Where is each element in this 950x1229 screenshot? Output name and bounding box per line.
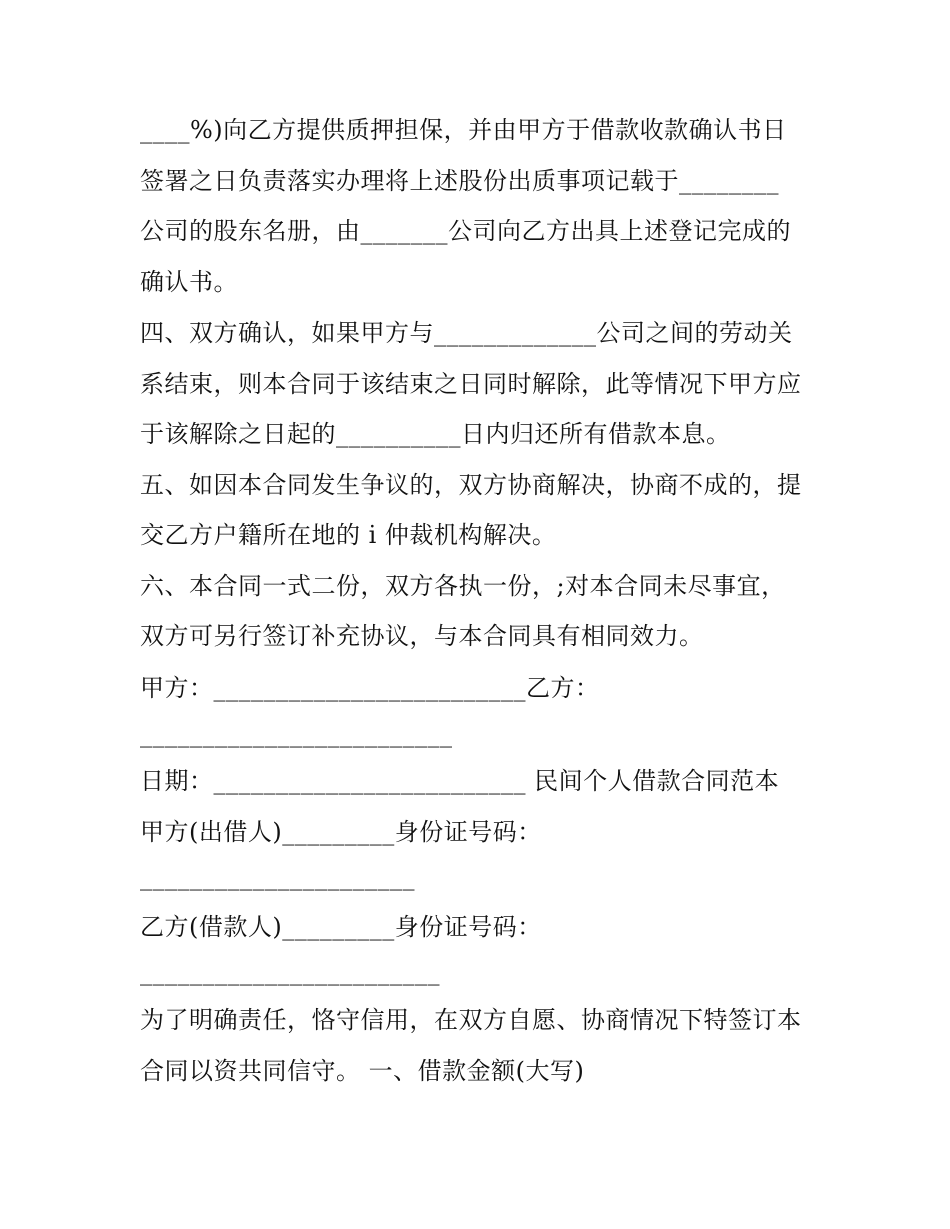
lender-id-line: 甲方(出借人)_________身份证号码：: [140, 818, 542, 846]
text-line: 为了明确责任，恪守信用，在双方自愿、协商情况下特签订本: [140, 1006, 802, 1034]
text-line: 系结束，则本合同于该结束之日同时解除，此等情况下甲方应: [140, 370, 802, 398]
text-line: 交乙方户籍所在地的 i 仲裁机构解决。: [140, 521, 557, 549]
text-line: 确认书。: [140, 268, 238, 296]
signature-line-party-a: 甲方：_________________________乙方：: [140, 674, 600, 702]
date-line: 日期：_________________________ 民间个人借款合同范本: [140, 767, 780, 795]
text-line: 于该解除之日起的__________日内归还所有借款本息。: [140, 420, 731, 448]
text-line: 六、本合同一式二份，双方各执一份，;对本合同未尽事宜，: [140, 572, 786, 600]
text-line: 公司的股东名册，由_______公司向乙方出具上述登记完成的: [140, 217, 791, 245]
text-line: 合同以资共同信守。 一、借款金额(大写): [140, 1057, 585, 1085]
id-blank: ______________________: [140, 863, 415, 891]
signature-blank: _________________________: [140, 720, 453, 748]
text-line: 五、如因本合同发生争议的，双方协商解决，协商不成的，提: [140, 471, 802, 499]
text-line: 签署之日负责落实办理将上述股份出质事项记载于________: [140, 167, 779, 195]
text-line: 双方可另行签订补充协议，与本合同具有相同效力。: [140, 622, 704, 650]
text-line: 四、双方确认，如果甲方与_____________公司之间的劳动关: [140, 319, 793, 347]
id-blank: ________________________: [140, 958, 440, 986]
borrower-id-line: 乙方(借款人)_________身份证号码：: [140, 913, 542, 941]
text-line: ____%)向乙方提供质押担保，并由甲方于借款收款确认书日: [140, 116, 787, 144]
